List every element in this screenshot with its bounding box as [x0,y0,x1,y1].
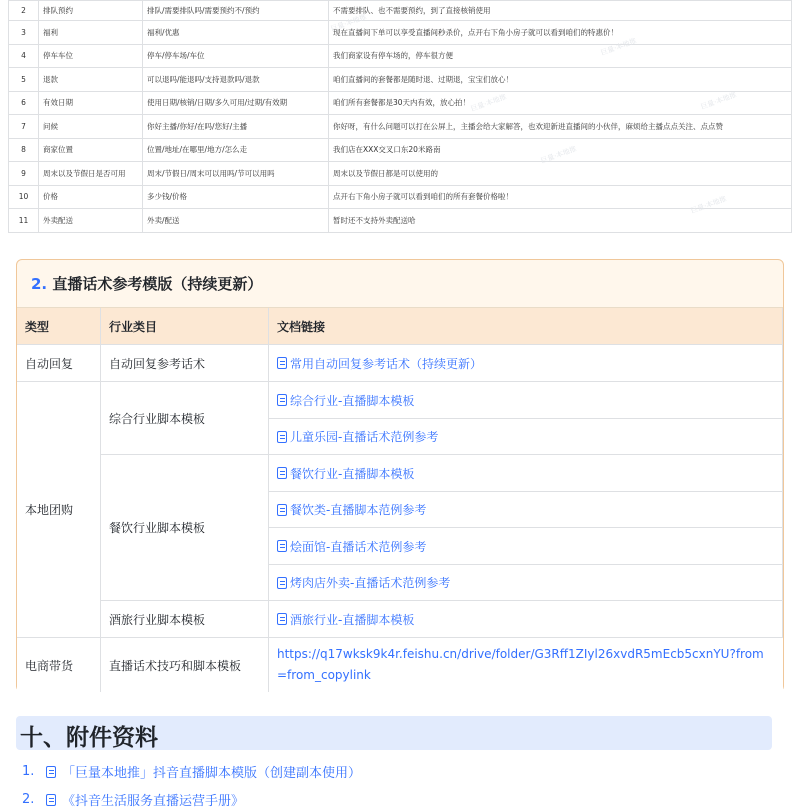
document-icon [277,540,287,552]
link-cell [269,565,783,601]
table-row [9,91,792,115]
row-answer: 周末以及节假日都是可以使用的 [329,162,792,186]
row-keywords: 周末/节假日/周末可以用吗/节可以用吗 [143,162,329,186]
row-type: 外卖配送 [39,209,143,233]
doc-link-food-3[interactable] [277,538,426,555]
doc-link-general-1[interactable] [277,392,414,409]
row-number: 9 [9,162,39,186]
document-icon [277,357,287,369]
industry-food: 餐饮行业脚本模板 [101,455,269,601]
watermark: 巨量·本地推 [539,144,578,166]
list-number: 2. [22,792,35,807]
attachment-label: 「巨量本地推」抖音直播脚本模版（创建副本使用） [62,766,362,781]
type-ecommerce: 电商带货 [17,638,101,692]
attachment-label: 《抖音生活服务直播运营手册》 [62,794,245,809]
doc-link-label: 儿童乐园-直播话术范例参考 [290,430,439,444]
row-type: 有效日期 [39,91,143,115]
table-row [9,21,792,45]
doc-link-label: 常用自动回复参考话术（持续更新） [290,356,483,371]
row-type: 退款 [39,68,143,92]
doc-link-label: 餐饮类-直播脚本范例参考 [290,503,427,517]
row-keywords: 使用日期/核销/日期/多久可用/过期/有效期 [143,91,329,115]
row-answer: 你好呀，有什么问题可以打在公屏上，主播会给大家解答，也欢迎新进直播间的小伙伴，麻烦给主播点点关注、点点赞 [329,115,792,139]
link-cell [269,382,783,419]
ecommerce-folder-link[interactable]: https://q17wksk9k4r.feishu.cn/drive/folder/G3Rff1ZIyl26xvdR5mEcb5cxnYU?from=from_copylink [277,647,764,682]
doc-link-general-2[interactable] [277,428,438,445]
row-number: 8 [9,138,39,162]
attachment-item-2[interactable] [22,790,244,809]
row-answer: 我们店在XXX交叉口东20米路南 [329,138,792,162]
row-answer: 暂时还不支持外卖配送哈 [329,209,792,233]
row-type: 商家位置 [39,138,143,162]
row-type: 停车车位 [39,44,143,68]
attachment-item-1[interactable] [22,762,361,781]
row-keywords: 停车/停车场/车位 [143,44,329,68]
row-answer: 咱们直播间的套餐都是随时退、过期退，宝宝们放心！ [329,68,792,92]
row-number: 6 [9,91,39,115]
watermark: 巨量·本地推 [469,92,508,114]
row-number: 4 [9,44,39,68]
card-title [31,273,262,294]
link-cell [269,492,783,528]
row-type: 周末以及节假日是否可用 [39,162,143,186]
row-type: 排队预约 [39,1,143,21]
row-answer: 我们商家设有停车场的，停车很方便 [329,44,792,68]
table-row [9,162,792,186]
link-cell [269,419,783,455]
doc-link-food-2[interactable] [277,501,426,518]
doc-link-label: 酒旅行业-直播脚本模板 [290,612,415,627]
doc-link-food-4[interactable] [277,574,450,591]
type-auto-reply: 自动回复 [17,345,101,382]
row-answer: 不需要排队、也不需要预约，到了直接核销使用 [329,1,792,21]
row-keywords: 多少钱/价格 [143,185,329,209]
link-cell [269,345,783,382]
row-keywords: 排队/需要排队吗/需要预约不/预约 [143,1,329,21]
row-number: 11 [9,209,39,233]
row-keywords: 福利/优惠 [143,21,329,45]
table-row [9,115,792,139]
industry-hotel: 酒旅行业脚本模板 [101,601,269,638]
doc-link-auto-reply[interactable] [277,355,482,372]
industry-auto-reply: 自动回复参考话术 [101,345,269,382]
row-number: 5 [9,68,39,92]
doc-link-label: 综合行业-直播脚本模板 [290,393,415,408]
document-icon [277,394,287,406]
doc-link-label: 烤肉店外卖-直播话术范例参考 [290,576,451,590]
row-keywords: 你好主播/你好/在吗/您好/主播 [143,115,329,139]
table-row [9,68,792,92]
doc-link-label: 餐饮行业-直播脚本模板 [290,466,415,481]
header-link: 文档链接 [269,308,783,345]
row-keywords: 可以退吗/能退吗/支持退款吗/退款 [143,68,329,92]
row-number: 2 [9,1,39,21]
row-keywords: 外卖/配送 [143,209,329,233]
section-title: 十、附件资料 [20,725,158,751]
link-cell [269,601,783,638]
row-answer: 现在直播间下单可以享受直播间秒杀价，点开右下角小房子就可以看到咱们的特惠价！ [329,21,792,45]
template-table [17,307,783,692]
document-icon [46,794,56,806]
faq-table [8,0,792,233]
table-row [9,209,792,233]
watermark: 巨量·本地推 [699,90,738,112]
row-keywords: 位置/地址/在哪里/地方/怎么走 [143,138,329,162]
table-row [9,185,792,209]
row-answer: 点开右下角小房子就可以看到咱们的所有套餐价格啦！ [329,185,792,209]
row-number: 3 [9,21,39,45]
table-row [9,1,792,21]
row-number: 7 [9,115,39,139]
section-heading [16,716,772,750]
row-type: 价格 [39,185,143,209]
header-type: 类型 [17,308,101,345]
card-title-text: 直播话术参考模版（持续更新） [52,275,263,293]
row-answer: 咱们所有套餐都是30天内有效，放心拍！ [329,91,792,115]
table-row [9,44,792,68]
doc-link-food-1[interactable] [277,465,414,482]
document-icon [277,431,287,443]
document-icon [46,766,56,778]
list-number: 1. [22,764,35,779]
link-cell [269,455,783,492]
watermark: 巨量·本地推 [599,36,638,58]
header-industry: 行业类目 [101,308,269,345]
document-icon [277,504,287,516]
doc-link-hotel-1[interactable] [277,611,414,628]
industry-general: 综合行业脚本模板 [101,382,269,455]
table-row [9,138,792,162]
type-local: 本地团购 [17,382,101,638]
document-icon [277,577,287,589]
row-type: 问候 [39,115,143,139]
row-number: 10 [9,185,39,209]
industry-ecommerce: 直播话术技巧和脚本模板 [101,638,269,692]
watermark: 巨量·本地推 [329,12,368,34]
template-callout-card [16,259,784,692]
watermark: 巨量·本地推 [689,194,728,216]
link-cell [269,528,783,565]
card-title-index: 2. [31,275,48,293]
doc-link-label: 烩面馆-直播话术范例参考 [290,539,427,554]
row-type: 福利 [39,21,143,45]
document-icon [277,613,287,625]
document-icon [277,467,287,479]
